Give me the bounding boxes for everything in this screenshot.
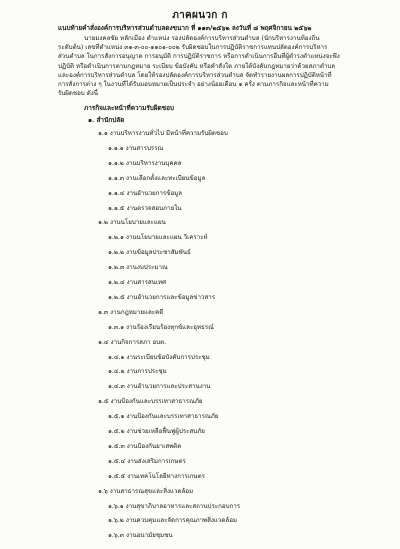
task-item: ๑.๑.๔ งานอำนวยการข้อมูล [108,189,183,197]
task-item: ๑.๑.๕ งานตรวจสอบภายใน [108,204,182,212]
task-item: ๑.๕.๑ งานป้องกันและบรรเทาสาธารณภัย [108,413,219,421]
intro-line: ปฏิบัติ หรือดำเนินการตามกฎหมาย ระเบียบ ข้อบังคับ หรือคำสั่งใด ภายใต้บังคับกฎหมายว่าด้วยสภาตำบล [58,62,336,70]
intro-line: การสั่งการต่าง ๆ ในงานที่ได้รับมอบหมายเป็นประจำ อย่างน้อยเดือน ๑ ครั้ง ตามภารกิจและหน้าที่ความ [58,81,329,89]
subsection-heading: ๑.๓ งานกฎหมายและคดี [98,308,164,316]
subsection-heading: ๑.๔ งานกิจการสภา อบต. [98,338,167,346]
task-item: ๑.๕.๕ งานเทคโนโลยีทางการเกษตร [108,472,205,480]
task-item: ๑.๒.๒ งานข้อมูลประชาสัมพันธ์ [108,249,191,257]
task-item: ๑.๕.๔ งานส่งเสริมการเกษตร [108,457,186,465]
intro-paragraph [58,34,370,98]
task-item: ๑.๖.๒ งานควบคุมและจัดการคุณภาพสิ่งแวดล้อม [108,517,237,525]
task-item: ๑.๒.๕ งานอำนวยการและข้อมูลข่าวสาร [108,293,216,301]
subsection-heading: ๑.๖ งานสาธารณสุขและสิ่งแวดล้อม [98,487,194,495]
task-item: ๑.๓.๑ งานร้องเรียนร้องทุกข์และอุทธรณ์ [108,323,214,331]
subsection-heading: ๑.๑ งานบริหารงานทั่วไป มีหน้าที่ความรับผิดชอบ [98,130,228,137]
office-heading: ๑. สำนักปลัด [88,116,125,124]
intro-line: นายมงคลชัย หลักเมือง ตำแหน่ง รองปลัดองค์การบริหารส่วนตำบล (นักบริหารงานท้องถิ่น [84,35,320,42]
task-item: ๑.๑.๓ งานเลือกตั้งและทะเบียนข้อมูล [108,174,206,182]
intro-line: และองค์การบริหารส่วนตำบล โดยให้รองปลัดองค์การบริหารส่วนตำบล จัดทำรายงานผลการปฏิบัติหน้าที่ [58,71,332,79]
task-item: ๑.๔.๒ งานการประชุม [108,368,167,376]
task-item: ๑.๖.๓ งานอนามัยชุมชน [108,532,173,540]
page-title: ภาคผนวก ก [172,10,228,21]
intro-line: ระดับต้น) เลขที่ตำแหน่ง ๓๑-๓-๐๐-๑๑๐๑-๐๐๒ รับผิดชอบในการปฏิบัติราชการแทนปลัดองค์การบริหาร [58,44,328,52]
subsection-heading: ๑.๒ งานนโยบายและแผน [98,219,166,227]
task-item: ๑.๒.๔ งานสารสนเทศ [108,279,167,286]
task-item: ๑.๔.๓ งานอำนวยการและประสานงาน [108,383,211,391]
section-heading: ภารกิจและหน้าที่ความรับผิดชอบ [84,104,174,112]
intro-line: ส่วนตำบล ในการสั่งการอนุญาต การอนุมัติ การปฏิบัติราชการ หรือการดำเนินการอื่นที่ผู้ดำรงตำแหน่งจะพึง [58,53,340,61]
task-item: ๑.๔.๑ งานระเบียบข้อบังคับการประชุม [108,353,210,361]
order-header: แนบท้ายคำสั่งองค์การบริหารส่วนตำบลดงขนาก ที่ ๑๑๓/๒๕๖๒ ลงวันที่ ๘ พฤศจิกายน ๒๕๖๒ [58,24,312,32]
task-item: ๑.๒.๑ งานนโยบายและแผน วิเคราะห์ [108,234,208,242]
task-item: ๑.๕.๓ งานป้องกันยาเสพติด [108,442,182,450]
task-item: ๑.๑.๒ งานบริหารงานบุคคล [108,159,182,167]
intro-line: รับผิดชอบ ดังนี้ [58,90,98,98]
task-item: ๑.๕.๒ งานช่วยเหลือฟื้นฟูผู้ประสบภัย [108,428,205,435]
task-item: ๑.๑.๑ งานสารบรรณ [108,144,164,152]
task-item: ๑.๖.๑ งานสุขาภิบาลอาหารและสถานประกอบการ [108,502,241,510]
subsection-heading: ๑.๕ งานป้องกันและบรรเทาสาธารณภัย [98,398,203,406]
task-item: ๑.๒.๓ งานงบประมาณ [108,264,168,272]
